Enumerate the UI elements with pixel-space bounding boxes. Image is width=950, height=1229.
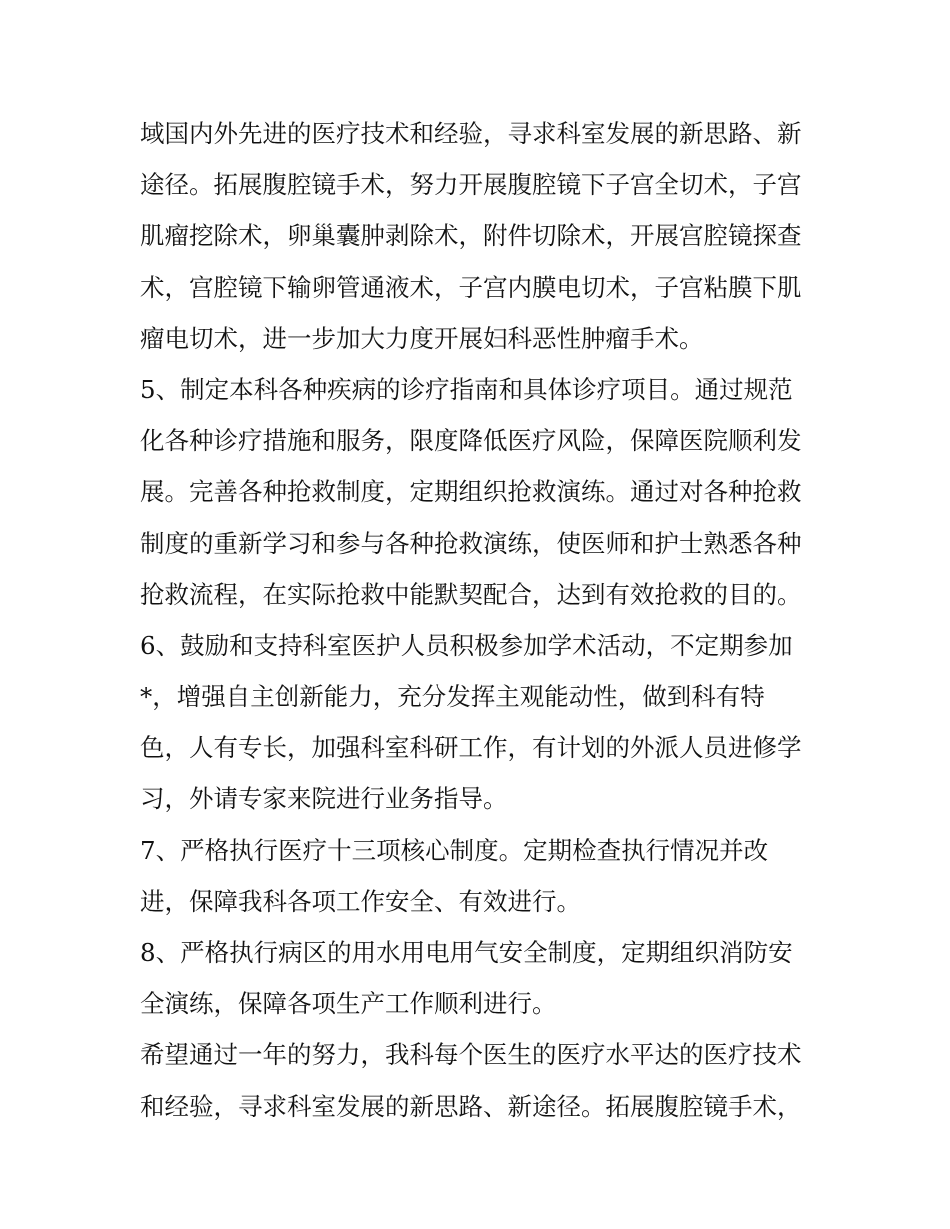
text-line: 瘤电切术，进一步加大力度开展妇科恶性肿瘤手术。 (140, 323, 704, 353)
body-text (140, 108, 830, 1132)
text-line: 5、制定本科各种疾病的诊疗指南和具体诊疗项目。通过规范 (140, 374, 793, 404)
text-line: 抢救流程，在实际抢救中能默契配合，达到有效抢救的目的。 (140, 579, 802, 609)
text-line: 和经验，寻求科室发展的新思路、新途径。拓展腹腔镜手术， (140, 1091, 802, 1121)
text-line: 7、严格执行医疗十三项核心制度。定期检查执行情况并改 (140, 835, 769, 865)
text-line: 制度的重新学习和参与各种抢救演练，使医师和护士熟悉各种 (140, 528, 802, 558)
text-line: 化各种诊疗措施和服务，限度降低医疗风险，保障医院顺利发 (140, 426, 802, 456)
text-line: *，增强自主创新能力，充分发挥主观能动性，做到科有特 (140, 682, 765, 712)
text-line: 肌瘤挖除术，卵巢囊肿剥除术，附件切除术，开展宫腔镜探查 (140, 221, 802, 251)
text-line: 域国内外先进的医疗技术和经验，寻求科室发展的新思路、新 (140, 119, 802, 148)
text-line: 展。完善各种抢救制度，定期组织抢救演练。通过对各种抢救 (140, 477, 802, 507)
text-line: 8、严格执行病区的用水用电用气安全制度，定期组织消防安 (140, 938, 793, 967)
text-line: 进，保障我科各项工作安全、有效进行。 (140, 886, 581, 916)
text-line: 全演练，保障各项生产工作顺利进行。 (140, 989, 557, 1019)
text-line: 希望通过一年的努力，我科每个医生的医疗水平达的医疗技术 (140, 1040, 802, 1070)
text-line: 习，外请专家来院进行业务指导。 (140, 784, 508, 814)
text-line: 途径。拓展腹腔镜手术，努力开展腹腔镜下子宫全切术，子宫 (140, 170, 802, 200)
text-line: 色，人有专长，加强科室科研工作，有计划的外派人员进修学 (140, 733, 802, 763)
text-line: 6、鼓励和支持科室医护人员积极参加学术活动，不定期参加 (140, 630, 793, 660)
text-line: 术，宫腔镜下输卵管通液术，子宫内膜电切术，子宫粘膜下肌 (140, 272, 802, 302)
